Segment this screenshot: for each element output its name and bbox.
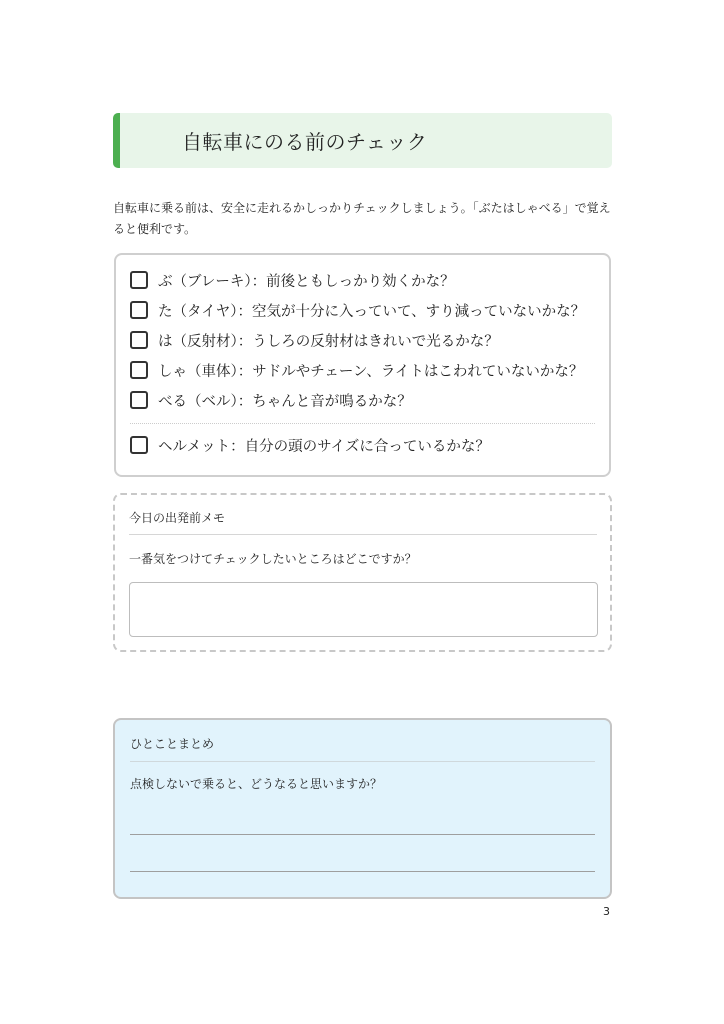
checkbox[interactable]: [130, 301, 148, 319]
answer-line[interactable]: [130, 834, 595, 835]
checklist-item-bell[interactable]: [130, 388, 412, 412]
summary-divider: [130, 761, 595, 762]
checklist-item-label: しゃ（車体）：サドルやチェーン、ライトはこわれていないかな？: [158, 363, 584, 380]
checklist-item-label: ぶ（ブレーキ）：前後ともしっかり効くかな？: [158, 273, 455, 290]
memo-question: 一番気をつけてチェックしたいところはどこですか？: [129, 552, 417, 566]
memo-divider: [129, 534, 597, 535]
checkbox[interactable]: [130, 271, 148, 289]
summary-question: 点検しないで乗ると、どうなると思いますか？: [130, 777, 383, 791]
checkbox[interactable]: [130, 436, 148, 454]
summary-box: [113, 718, 612, 899]
checklist-item-label: た（タイヤ）：空気が十分に入っていて、すり減っていないかな？: [158, 303, 586, 320]
answer-line[interactable]: [130, 871, 595, 872]
page-number: 3: [603, 905, 610, 918]
checklist-item-helmet[interactable]: [130, 433, 490, 457]
checklist-divider: [130, 423, 595, 424]
checkbox[interactable]: [130, 361, 148, 379]
title-bar: [113, 113, 612, 168]
checkbox[interactable]: [130, 391, 148, 409]
checklist-item-label: は（反射材）：うしろの反射材はきれいで光るかな？: [158, 333, 499, 350]
memo-heading: 今日の出発前メモ: [129, 511, 226, 525]
checklist-item-label: べる（ベル）：ちゃんと音が鳴るかな？: [158, 393, 412, 410]
summary-heading: ひとことまとめ: [130, 737, 215, 751]
memo-answer-field[interactable]: [129, 582, 598, 637]
checklist-item-brake[interactable]: [130, 268, 455, 292]
checklist-item-reflector[interactable]: [130, 328, 499, 352]
checklist-item-label: ヘルメット：自分の頭のサイズに合っているかな？: [158, 438, 490, 455]
departure-memo-box: [113, 493, 612, 652]
intro-text: 自転車に乗る前は、安全に走れるかしっかりチェックしましょう。「ぶたはしゃべる」で覚えると便利です。: [113, 201, 611, 236]
checklist-box: [114, 253, 611, 477]
checklist-item-body[interactable]: [130, 358, 583, 382]
checklist-item-tire[interactable]: [130, 298, 585, 322]
checkbox[interactable]: [130, 331, 148, 349]
page-title: 自転車にのる前のチェック: [182, 130, 428, 154]
